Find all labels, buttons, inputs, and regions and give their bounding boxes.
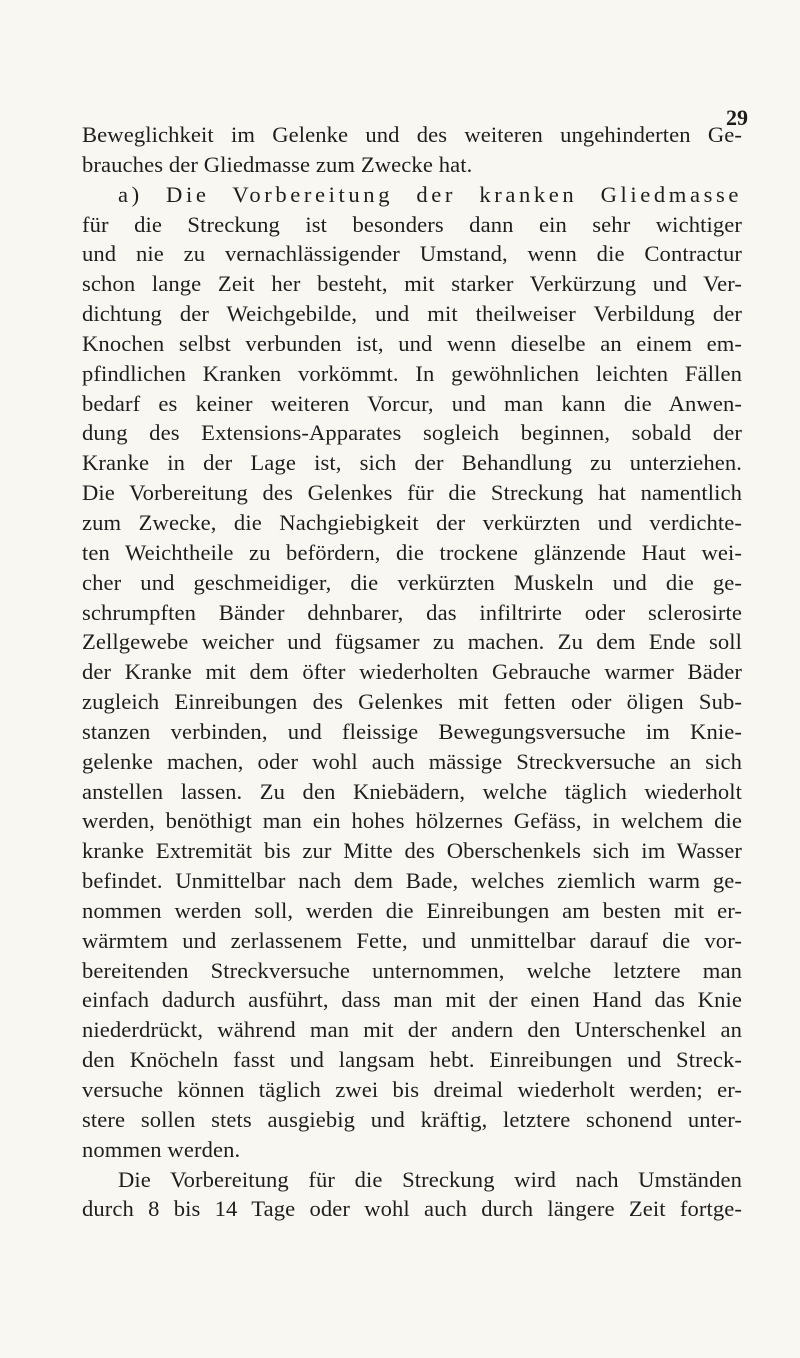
text-line: schon lange Zeit her besteht, mit starker Verkürzung und Ver- [82, 271, 742, 297]
text-line: Die Vorbereitung des Gelenkes für die Streckung hat namentlich [82, 480, 742, 506]
text-line: pfindlichen Kranken vorkömmt. In gewöhnlichen leichten Fällen [82, 360, 742, 386]
text-line: anstellen lassen. Zu den Kniebädern, welche täglich wiederholt [82, 778, 742, 804]
text-line: ten Weichtheile zu befördern, die trockene glänzende Haut wei- [82, 539, 742, 565]
text-line: versuche können täglich zwei bis dreimal wiederholt werden; er- [82, 1077, 742, 1102]
text-line: dichtung der Weichgebilde, und mit theilweiser Verbildung der [82, 301, 742, 327]
text-line: und nie zu vernachlässigender Umstand, wenn die Contractur [82, 241, 742, 267]
text-line: Kranke in der Lage ist, sich der Behandlung zu unterziehen. [82, 450, 742, 476]
text-line: den Knöcheln fasst und langsam hebt. Einreibungen und Streck- [82, 1047, 742, 1073]
text-line: einfach dadurch ausführt, dass man mit der einen Hand das Knie [82, 987, 742, 1013]
text-line: Die Vorbereitung für die Streckung wird nach Umständen [118, 1166, 742, 1192]
text-line: dung des Extensions-Apparates sogleich beginnen, sobald der [82, 420, 742, 446]
text-line: zugleich Einreibungen des Gelenkes mit fetten oder öligen Sub- [82, 689, 742, 715]
text-line: kranke Extremität bis zur Mitte des Oberschenkels sich im Wasser [82, 838, 742, 864]
text-line: bereitenden Streckversuche unternommen, welche letztere man [82, 957, 742, 983]
text-line: schrumpften Bänder dehnbarer, das infiltrirte oder sclerosirte [82, 599, 742, 625]
text-line: Zellgewebe weicher und fügsamer zu machen. Zu dem Ende soll [82, 629, 742, 655]
text-line: stere sollen stets ausgiebig und kräftig, letztere schonend unter- [82, 1106, 742, 1132]
text-line: wärmtem und zerlassenem Fette, und unmittelbar darauf die vor- [82, 927, 742, 953]
text-line: nommen werden. [82, 1136, 241, 1162]
text-line: befindet. Unmittelbar nach dem Bade, welches ziemlich warm ge- [82, 868, 742, 894]
text-line: bedarf es keiner weiteren Vorcur, und man kann die Anwen- [82, 390, 742, 416]
text-line: Beweglichkeit im Gelenke und des weiteren ungehinderten Ge- [82, 122, 742, 147]
text-line: für die Streckung ist besonders dann ein sehr wichtiger [82, 211, 742, 237]
page-number: 29 [726, 105, 748, 130]
text-line: gelenke machen, oder wohl auch mässige Streckversuche an sich [82, 748, 742, 774]
text-line: Knochen selbst verbunden ist, und wenn dieselbe an einem em- [82, 330, 742, 356]
text-line: durch 8 bis 14 Tage oder wohl auch durch längere Zeit fortge- [82, 1196, 742, 1222]
text-line: brauches der Gliedmasse zum Zwecke hat. [82, 151, 473, 177]
text-line: stanzen verbinden, und fleissige Bewegungsversuche im Knie- [82, 718, 742, 744]
text-line: werden, benöthigt man ein hohes hölzernes Gefäss, in welchem die [82, 808, 742, 834]
text-line: der Kranke mit dem öfter wiederholten Gebrauche warmer Bäder [82, 659, 742, 685]
text-line: cher und geschmeidiger, die verkürzten Muskeln und die ge- [82, 569, 742, 595]
text-line: nommen werden soll, werden die Einreibungen am besten mit er- [82, 897, 742, 923]
section-heading-line: a) Die Vorbereitung der kranken Gliedmasse [118, 181, 742, 207]
body-text [82, 120, 742, 1224]
text-line: zum Zwecke, die Nachgiebigkeit der verkürzten und verdichte- [82, 509, 742, 535]
text-line: niederdrückt, während man mit der andern den Unterschenkel an [82, 1017, 742, 1043]
